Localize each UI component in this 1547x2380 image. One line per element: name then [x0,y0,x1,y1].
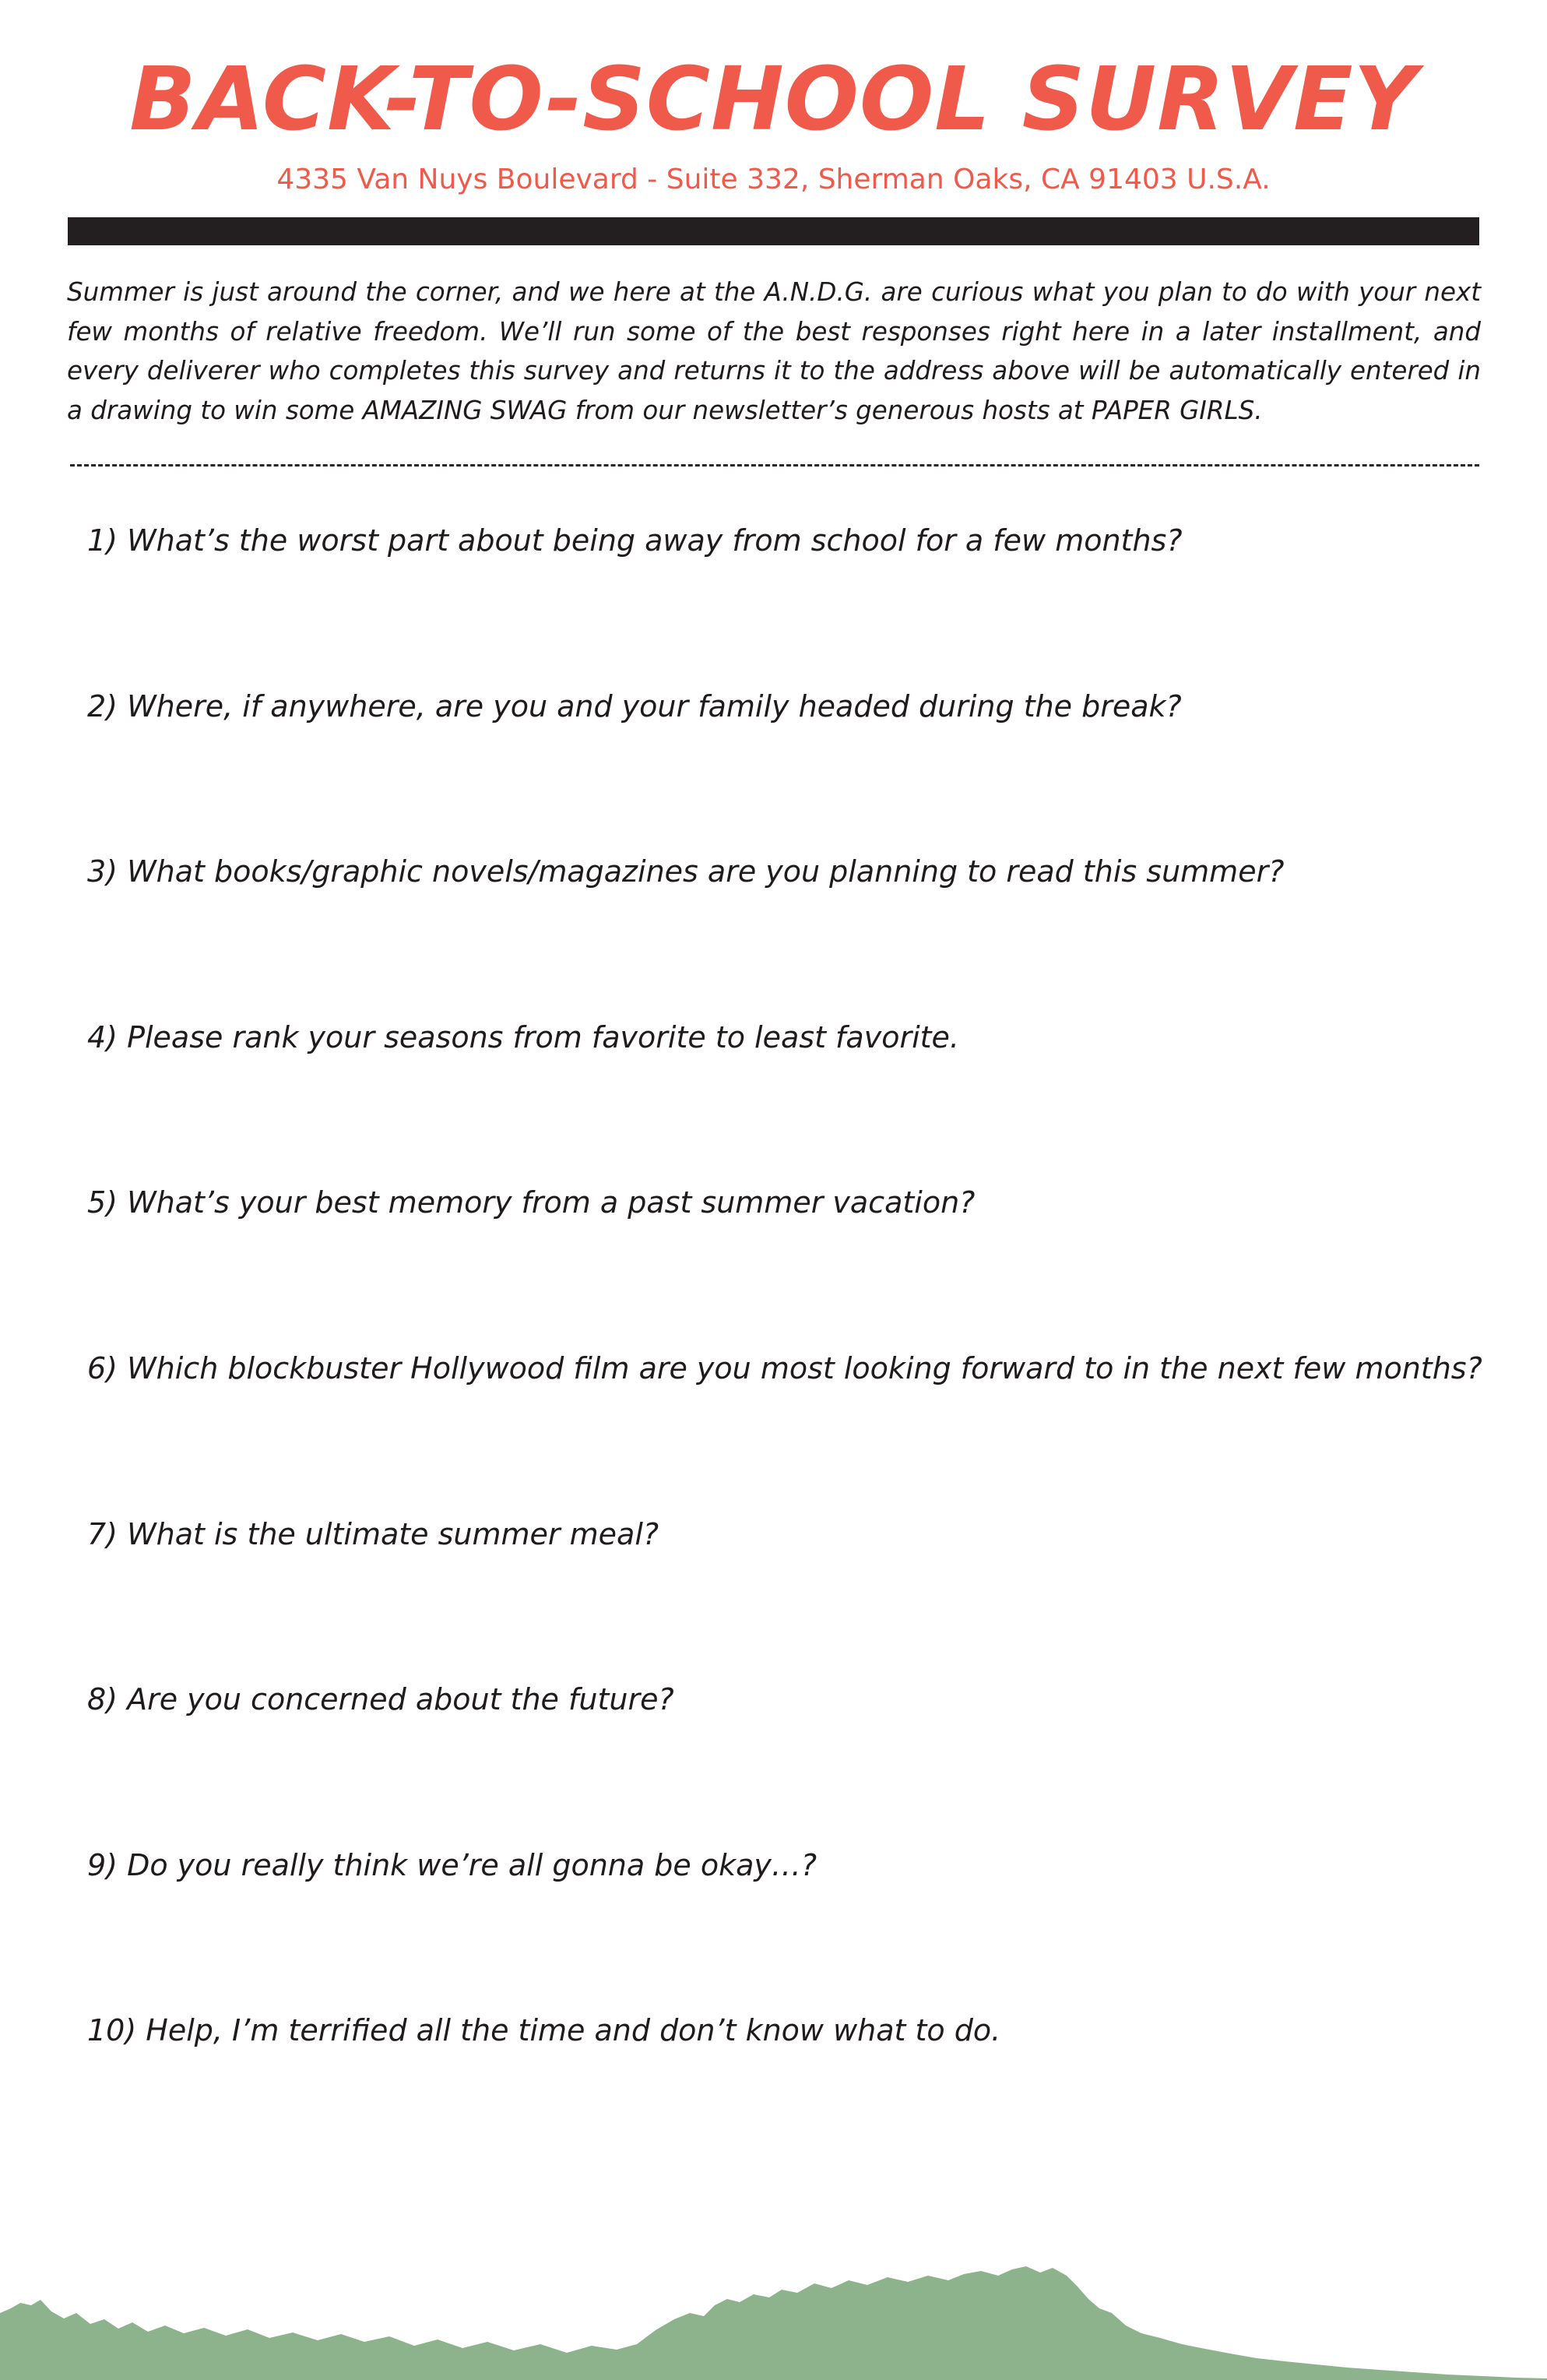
question-4: 4) Please rank your seasons from favorite to least favorite. [87,1019,959,1054]
cut-line-divider [70,464,1479,466]
question-5: 5) What’s your best memory from a past summer vacation? [87,1185,976,1220]
question-7: 7) What is the ultimate summer meal? [87,1516,659,1551]
question-10: 10) Help, I’m terrified all the time and don’t know what to do. [87,2013,1001,2048]
question-9: 9) Do you really think we’re all gonna be okay…? [87,1847,817,1882]
mailing-address: 4335 Van Nuys Boulevard - Suite 332, Sherman Oaks, CA 91403 U.S.A. [276,164,1271,195]
header-divider-bar [68,217,1479,245]
hills-silhouette [0,2227,1547,2380]
hills-shape [0,2266,1547,2380]
question-2: 2) Where, if anywhere, are you and your family headed during the break? [87,688,1182,724]
question-1: 1) What’s the worst part about being away from school for a few months? [87,523,1183,558]
survey-title: BACK-TO-SCHOOL SURVEY [129,49,1418,150]
question-8: 8) Are you concerned about the future? [87,1682,674,1717]
question-3: 3) What books/graphic novels/magazines are you planning to read this summer? [87,854,1285,889]
question-6: 6) Which blockbuster Hollywood film are you most looking forward to in the next few months? [87,1350,1482,1385]
question-list [87,518,1482,2174]
intro-paragraph: Summer is just around the corner, and we here at the A.N.D.G. are curious what you plan to do with your next few months of relative freedom. We’ll run some of the best responses right here in a later installment, and every deliverer who completes this survey and returns it to the address above will be automatically entered in a drawing to win some AMAZING SWAG from our newsletter’s generous hosts at PAPER GIRLS. [67,277,1481,425]
